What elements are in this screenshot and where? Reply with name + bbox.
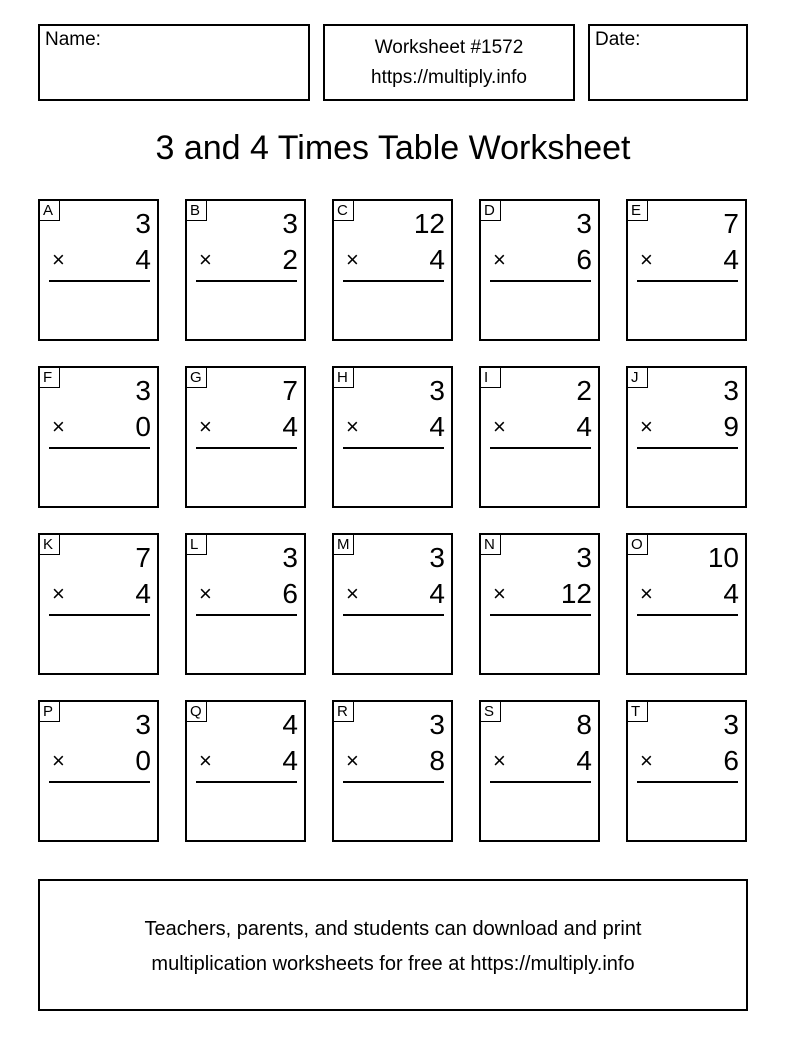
multiplicand: 3 [576, 208, 592, 239]
worksheet-info-box [323, 24, 575, 101]
multiplicand: 3 [135, 709, 151, 740]
answer-rule [49, 614, 150, 616]
multiplicand: 3 [282, 208, 298, 239]
worksheet-url[interactable]: https://multiply.info [371, 67, 527, 88]
multiplicand: 10 [707, 542, 739, 573]
multiplier: 9 [723, 411, 739, 442]
problem-label: J [628, 368, 648, 388]
problem-cell[interactable] [332, 366, 453, 508]
name-label: Name: [45, 29, 101, 50]
times-sign: × [199, 581, 212, 606]
multiplicand: 7 [135, 542, 151, 573]
problem-cell[interactable] [332, 533, 453, 675]
worksheet-number: Worksheet #1572 [374, 37, 524, 58]
multiplier: 12 [560, 578, 592, 609]
problem-label: N [481, 535, 501, 555]
problem-label: I [481, 368, 501, 388]
multiplicand: 3 [723, 375, 739, 406]
footer-note [38, 879, 748, 1011]
multiplicand: 12 [413, 208, 445, 239]
problem-label: C [334, 201, 354, 221]
problem-label: F [40, 368, 60, 388]
multiplicand: 7 [723, 208, 739, 239]
problem-cell[interactable] [479, 199, 600, 341]
problem-label: P [40, 702, 60, 722]
multiplier: 4 [429, 411, 445, 442]
problem-cell[interactable] [185, 533, 306, 675]
multiplier: 6 [723, 745, 739, 776]
times-sign: × [52, 748, 65, 773]
times-sign: × [640, 414, 653, 439]
multiplicand: 2 [576, 375, 592, 406]
answer-rule [490, 614, 591, 616]
multiplier: 4 [135, 578, 151, 609]
multiplier: 4 [429, 578, 445, 609]
multiplicand: 8 [576, 709, 592, 740]
times-sign: × [199, 414, 212, 439]
answer-rule [196, 280, 297, 282]
problem-cell[interactable] [332, 199, 453, 341]
problem-cell[interactable] [38, 533, 159, 675]
page-title: 3 and 4 Times Table Worksheet [155, 129, 631, 167]
multiplier: 4 [135, 244, 151, 275]
times-sign: × [52, 247, 65, 272]
times-sign: × [346, 748, 359, 773]
problem-cell[interactable] [185, 700, 306, 842]
times-sign: × [52, 414, 65, 439]
multiplier: 0 [135, 745, 151, 776]
problem-cell[interactable] [626, 700, 747, 842]
multiplier: 4 [723, 244, 739, 275]
times-sign: × [640, 748, 653, 773]
multiplier: 8 [429, 745, 445, 776]
times-sign: × [493, 247, 506, 272]
multiplier: 4 [576, 411, 592, 442]
multiplier: 4 [723, 578, 739, 609]
answer-rule [490, 280, 591, 282]
multiplicand: 3 [576, 542, 592, 573]
footer-line-2: multiplication worksheets for free at https://multiply.info [151, 953, 635, 975]
problem-label: Q [187, 702, 207, 722]
answer-rule [637, 781, 738, 783]
answer-rule [196, 781, 297, 783]
multiplier: 4 [429, 244, 445, 275]
multiplier: 2 [282, 244, 298, 275]
multiplier: 4 [282, 745, 298, 776]
problem-label: M [334, 535, 354, 555]
times-sign: × [199, 748, 212, 773]
answer-rule [490, 447, 591, 449]
problem-cell[interactable] [185, 199, 306, 341]
problem-cell[interactable] [38, 366, 159, 508]
problem-label: K [40, 535, 60, 555]
answer-rule [343, 781, 444, 783]
problem-cell[interactable] [38, 700, 159, 842]
answer-rule [49, 447, 150, 449]
footer-line-1: Teachers, parents, and students can download and print [144, 918, 642, 940]
problem-label: A [40, 201, 60, 221]
problem-cell[interactable] [626, 366, 747, 508]
answer-rule [196, 447, 297, 449]
multiplicand: 4 [282, 709, 298, 740]
multiplicand: 3 [429, 375, 445, 406]
problem-cell[interactable] [626, 199, 747, 341]
problem-label: H [334, 368, 354, 388]
name-field-box[interactable] [38, 24, 310, 101]
problem-cell[interactable] [185, 366, 306, 508]
times-sign: × [346, 247, 359, 272]
problem-label: D [481, 201, 501, 221]
answer-rule [49, 781, 150, 783]
problem-cell[interactable] [38, 199, 159, 341]
multiplier: 4 [576, 745, 592, 776]
multiplicand: 3 [429, 709, 445, 740]
times-sign: × [346, 581, 359, 606]
problem-label: R [334, 702, 354, 722]
problem-label: G [187, 368, 207, 388]
problem-label: S [481, 702, 501, 722]
multiplier: 0 [135, 411, 151, 442]
answer-rule [343, 280, 444, 282]
times-sign: × [640, 247, 653, 272]
multiplier: 6 [576, 244, 592, 275]
problem-cell[interactable] [479, 366, 600, 508]
answer-rule [637, 280, 738, 282]
problem-label: L [187, 535, 207, 555]
times-sign: × [493, 414, 506, 439]
problem-cell[interactable] [479, 700, 600, 842]
multiplicand: 7 [282, 375, 298, 406]
answer-rule [637, 447, 738, 449]
multiplicand: 3 [135, 208, 151, 239]
answer-rule [49, 280, 150, 282]
multiplicand: 3 [723, 709, 739, 740]
problem-cell[interactable] [626, 533, 747, 675]
multiplicand: 3 [135, 375, 151, 406]
times-sign: × [493, 581, 506, 606]
date-field-box[interactable] [588, 24, 748, 101]
answer-rule [490, 781, 591, 783]
date-label: Date: [595, 29, 641, 50]
problem-label: B [187, 201, 207, 221]
times-sign: × [493, 748, 506, 773]
multiplier: 6 [282, 578, 298, 609]
times-sign: × [199, 247, 212, 272]
problem-label: O [628, 535, 648, 555]
multiplicand: 3 [282, 542, 298, 573]
answer-rule [196, 614, 297, 616]
answer-rule [637, 614, 738, 616]
times-sign: × [640, 581, 653, 606]
problem-label: T [628, 702, 648, 722]
problem-cell[interactable] [479, 533, 600, 675]
answer-rule [343, 614, 444, 616]
problem-label: E [628, 201, 648, 221]
problem-cell[interactable] [332, 700, 453, 842]
answer-rule [343, 447, 444, 449]
times-sign: × [346, 414, 359, 439]
multiplier: 4 [282, 411, 298, 442]
times-sign: × [52, 581, 65, 606]
multiplicand: 3 [429, 542, 445, 573]
